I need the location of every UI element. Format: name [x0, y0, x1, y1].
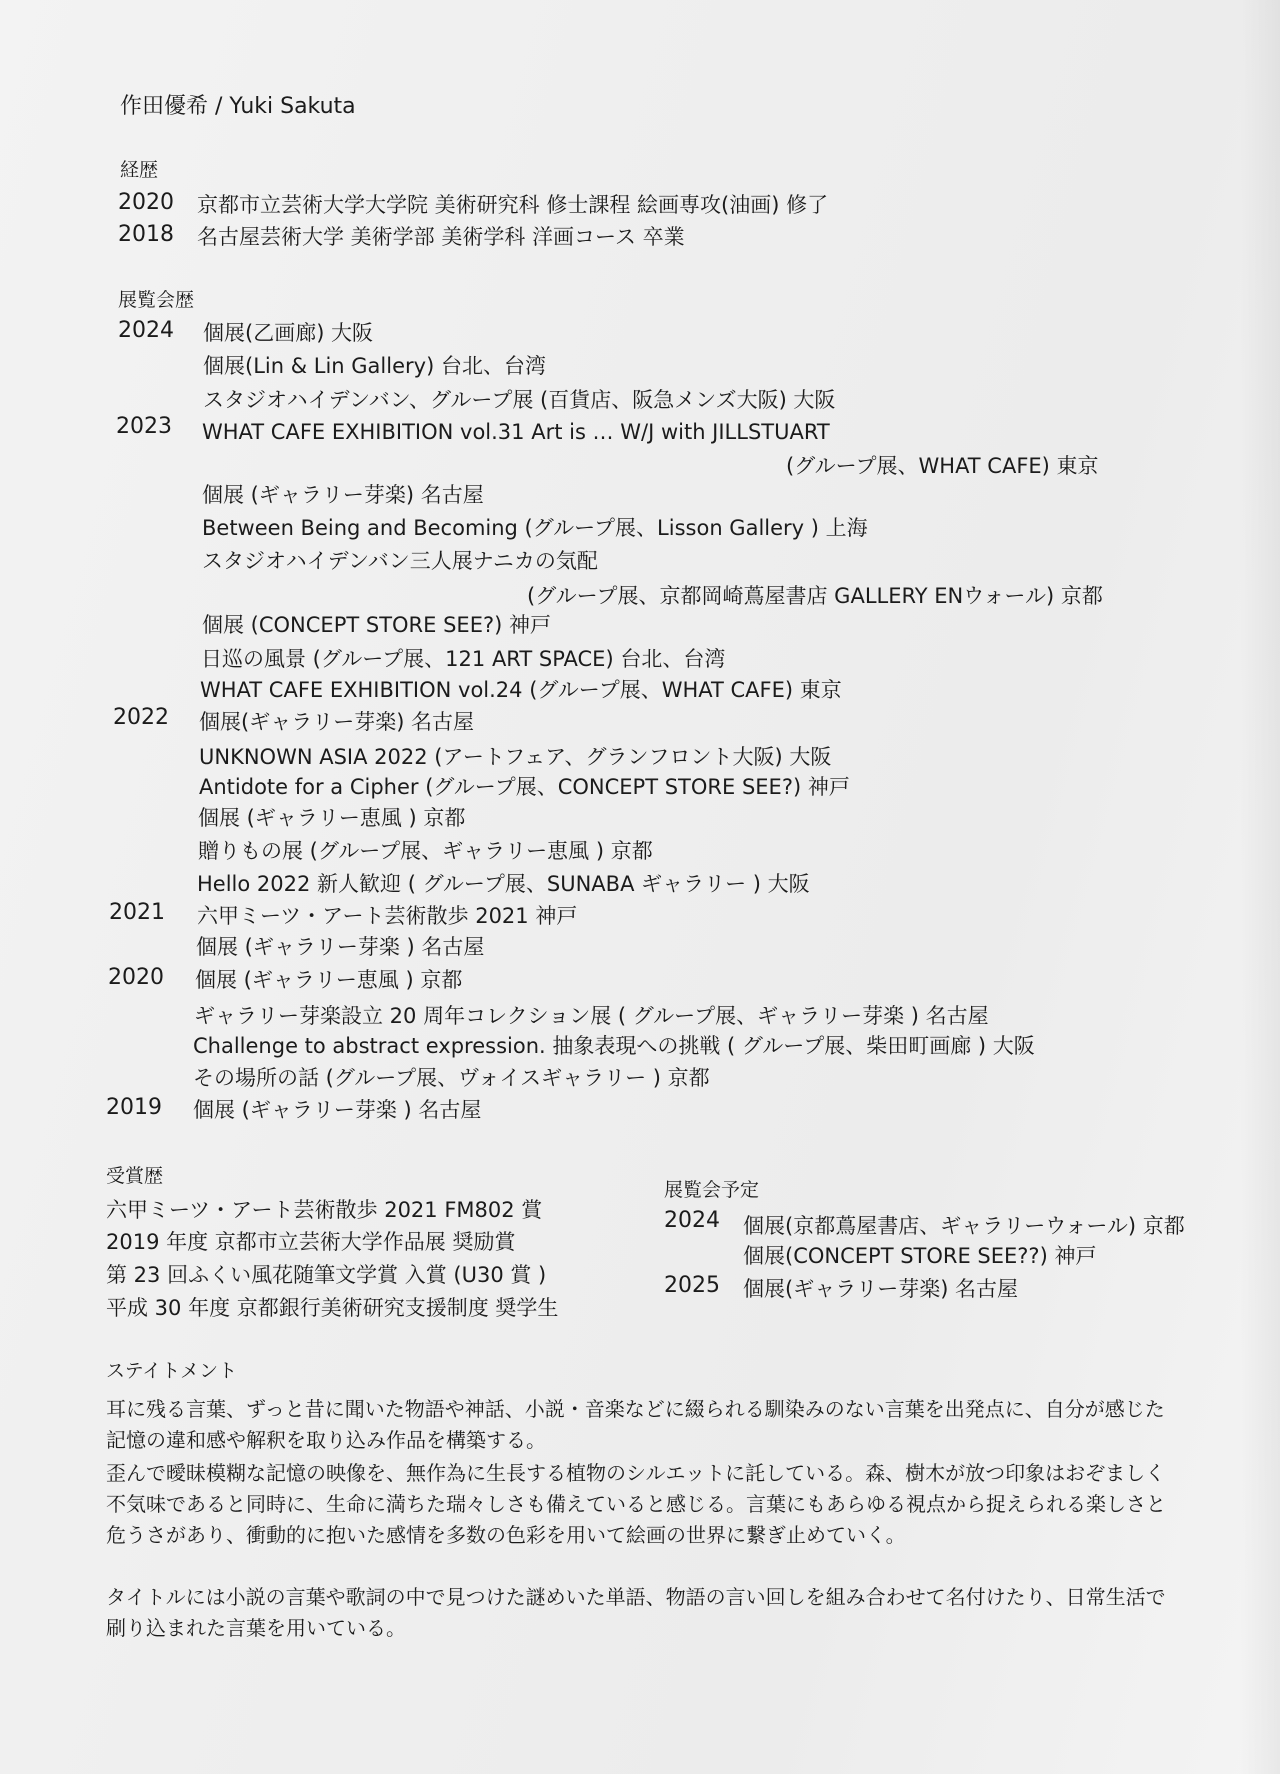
exhibition-year: 2020 — [108, 965, 164, 990]
exhibition-entry: スタジオハイデンバン三人展ナニカの気配 — [202, 549, 598, 573]
education-entry: 京都市立芸術大学大学院 美術研究科 修士課程 絵画専攻(油画) 修了 — [197, 193, 829, 217]
upcoming-entry: 個展(京都蔦屋書店、ギャラリーウォール) 京都 — [743, 1214, 1185, 1238]
exhibitions-heading: 展覧会歴 — [118, 289, 195, 311]
exhibition-entry: 個展(Lin & Lin Gallery) 台北、台湾 — [203, 354, 546, 378]
upcoming-year: 2025 — [664, 1273, 720, 1298]
statement-paragraph: タイトルには小説の言葉や歌詞の中で見つけた謎めいた単語、物語の言い回しを組み合わせて名付けたり、日常生活で刷り込まれた言葉を用いている。 — [106, 1585, 1166, 1640]
award-item: 第 23 回ふくい風花随筆文学賞 入賞 (U30 賞 ) — [106, 1263, 547, 1287]
exhibition-entry: 個展(ギャラリー芽楽) 名古屋 — [199, 710, 475, 734]
exhibition-entry: 六甲ミーツ・アート芸術散歩 2021 神戸 — [197, 904, 578, 928]
award-item: 六甲ミーツ・アート芸術散歩 2021 FM802 賞 — [106, 1198, 543, 1222]
exhibition-entry: 個展(乙画廊) 大阪 — [203, 321, 374, 345]
education-heading: 経歴 — [120, 159, 159, 181]
education-year: 2020 — [118, 190, 174, 215]
exhibition-year: 2023 — [116, 414, 172, 439]
exhibition-entry: 日巡の風景 (グループ展、121 ART SPACE) 台北、台湾 — [201, 647, 726, 671]
exhibition-entry: 個展 (ギャラリー芽楽 ) 名古屋 — [196, 935, 485, 959]
document-title: 作田優希 / Yuki Sakuta — [120, 94, 356, 119]
exhibition-entry: 個展 (ギャラリー芽楽) 名古屋 — [202, 483, 484, 507]
exhibition-year: 2022 — [113, 705, 169, 730]
statement-paragraph: 歪んで曖昧模糊な記憶の映像を、無作為に生長する植物のシルエットに託している。森、樹木が放つ印象はおぞましく不気味であると同時に、生命に満ちた瑞々しさも備えていると感じる。言葉にもあらゆる視点から捉えられる楽しさと危うさがあり、衝動的に抱いた感情を多数の色彩を用いて絵画の世界に繋ぎ止めていく。 — [106, 1461, 1166, 1547]
upcoming-entry: 個展(CONCEPT STORE SEE??) 神戸 — [743, 1244, 1097, 1268]
exhibition-entry: 贈りもの展 (グループ展、ギャラリー恵風 ) 京都 — [198, 839, 653, 863]
exhibition-year: 2019 — [106, 1095, 162, 1120]
award-item: 平成 30 年度 京都銀行美術研究支援制度 奨学生 — [106, 1296, 559, 1320]
exhibition-entry: ギャラリー芽楽設立 20 周年コレクション展 ( グループ展、ギャラリー芽楽 ) 名古屋 — [194, 1004, 989, 1028]
education-year: 2018 — [118, 222, 174, 247]
upcoming-heading: 展覧会予定 — [664, 1179, 760, 1201]
exhibition-entry: Challenge to abstract expression. 抽象表現への挑戦 ( グループ展、柴田町画廊 ) 大阪 — [193, 1034, 1035, 1058]
exhibition-entry: 個展 (CONCEPT STORE SEE?) 神戸 — [202, 613, 551, 637]
awards-heading: 受賞歴 — [106, 1165, 164, 1187]
statement-heading: ステイトメント — [106, 1360, 238, 1382]
exhibition-entry-continued: (グループ展、WHAT CAFE) 東京 — [786, 454, 1099, 478]
exhibition-entry: スタジオハイデンバン、グループ展 (百貨店、阪急メンズ大阪) 大阪 — [203, 388, 836, 412]
exhibition-entry: WHAT CAFE EXHIBITION vol.31 Art is … W/J with JILLSTUART — [202, 420, 830, 444]
education-entry: 名古屋芸術大学 美術学部 美術学科 洋画コース 卒業 — [197, 225, 685, 249]
exhibition-entry: その場所の話 (グループ展、ヴォイスギャラリー ) 京都 — [193, 1066, 710, 1090]
statement-paragraph: 耳に残る言葉、ずっと昔に聞いた物語や神話、小説・音楽などに綴られる馴染みのない言葉を出発点に、自分が感じた記憶の違和感や解釈を取り込み作品を構築する。 — [106, 1397, 1165, 1452]
exhibition-entry: WHAT CAFE EXHIBITION vol.24 (グループ展、WHAT CAFE) 東京 — [200, 678, 842, 702]
exhibition-entry: Antidote for a Cipher (グループ展、CONCEPT STORE SEE?) 神戸 — [199, 775, 850, 799]
exhibition-entry-continued: (グループ展、京都岡崎蔦屋書店 GALLERY ENウォール) 京都 — [527, 584, 1103, 608]
exhibition-entry: Hello 2022 新人歓迎 ( グループ展、SUNABA ギャラリー ) 大阪 — [197, 872, 810, 896]
exhibition-year: 2024 — [118, 318, 174, 343]
award-item: 2019 年度 京都市立芸術大学作品展 奨励賞 — [106, 1230, 516, 1254]
exhibition-entry: Between Being and Becoming (グループ展、Lisson Gallery ) 上海 — [202, 516, 868, 540]
upcoming-entry: 個展(ギャラリー芽楽) 名古屋 — [743, 1277, 1019, 1301]
exhibition-entry: UNKNOWN ASIA 2022 (アートフェア、グランフロント大阪) 大阪 — [199, 745, 832, 769]
exhibition-entry: 個展 (ギャラリー芽楽 ) 名古屋 — [193, 1098, 482, 1122]
exhibition-year: 2021 — [109, 900, 165, 925]
exhibition-entry: 個展 (ギャラリー恵風 ) 京都 — [198, 806, 466, 830]
exhibition-entry: 個展 (ギャラリー恵風 ) 京都 — [195, 968, 463, 992]
paper-edge-shadow — [1240, 0, 1280, 1774]
upcoming-year: 2024 — [664, 1208, 720, 1233]
